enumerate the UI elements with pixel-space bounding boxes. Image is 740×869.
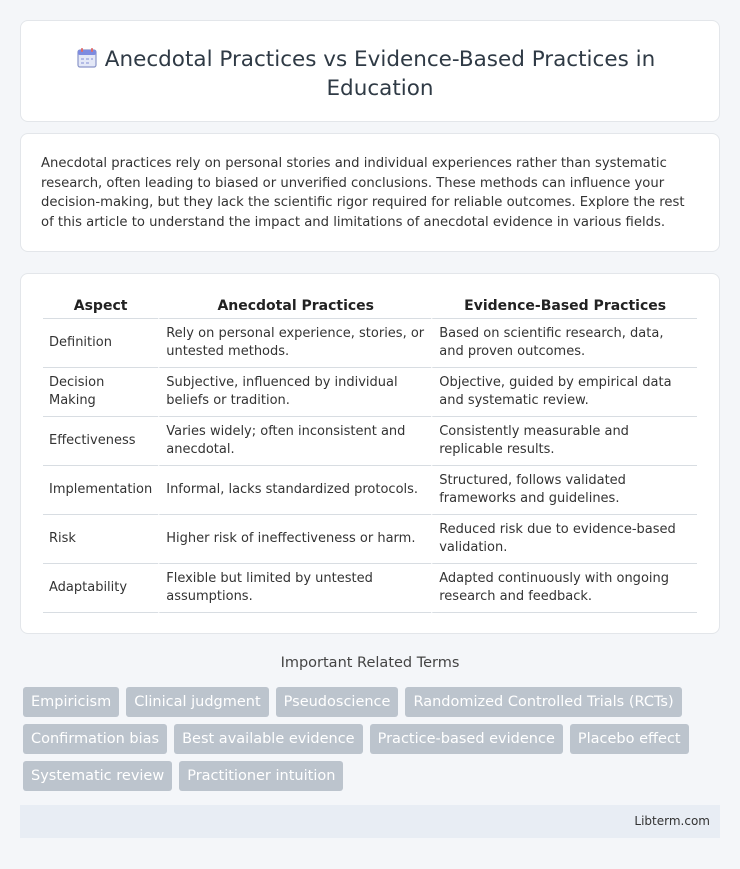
related-term-tag[interactable]: Practice-based evidence bbox=[370, 724, 563, 754]
cell-anecdotal: Varies widely; often inconsistent and anecdotal. bbox=[158, 417, 431, 466]
intro-paragraph: Anecdotal practices rely on personal stories and individual experiences rather than systematic research, often leading to biased or unverified conclusions. These methods can influence your decision-making, but they lack the scientific rigor required for reliable outcomes. Explore the rest of this article to understand the impact and limitations of anecdotal evidence in various fields. bbox=[41, 156, 685, 230]
table-row bbox=[43, 368, 697, 417]
related-term-tag[interactable]: Clinical judgment bbox=[126, 687, 268, 717]
calendar-icon bbox=[76, 47, 98, 69]
related-term-tag[interactable]: Confirmation bias bbox=[23, 724, 167, 754]
related-term-tag[interactable]: Practitioner intuition bbox=[179, 761, 343, 791]
footer bbox=[20, 805, 720, 838]
column-header-aspect: Aspect bbox=[43, 294, 158, 319]
page-title: Anecdotal Practices vs Evidence-Based Practices in Education bbox=[104, 47, 656, 101]
cell-evidence-based: Structured, follows validated frameworks and guidelines. bbox=[431, 466, 697, 515]
cell-evidence-based: Consistently measurable and replicable results. bbox=[431, 417, 697, 466]
related-terms-heading: Important Related Terms bbox=[280, 655, 460, 671]
comparison-table bbox=[43, 294, 697, 613]
cell-aspect: Adaptability bbox=[43, 564, 158, 613]
cell-aspect: Effectiveness bbox=[43, 417, 158, 466]
related-term-tag[interactable]: Pseudoscience bbox=[276, 687, 399, 717]
cell-anecdotal: Subjective, influenced by individual beliefs or tradition. bbox=[158, 368, 431, 417]
cell-evidence-based: Based on scientific research, data, and proven outcomes. bbox=[431, 319, 697, 368]
cell-aspect: Risk bbox=[43, 515, 158, 564]
column-header-anecdotal: Anecdotal Practices bbox=[158, 294, 431, 319]
related-term-tag[interactable]: Placebo effect bbox=[570, 724, 689, 754]
column-header-evidence-based: Evidence-Based Practices bbox=[431, 294, 697, 319]
table-row bbox=[43, 515, 697, 564]
table-header-row bbox=[43, 294, 697, 319]
cell-aspect: Definition bbox=[43, 319, 158, 368]
cell-anecdotal: Higher risk of ineffectiveness or harm. bbox=[158, 515, 431, 564]
related-term-tag[interactable]: Best available evidence bbox=[174, 724, 363, 754]
cell-evidence-based: Objective, guided by empirical data and systematic review. bbox=[431, 368, 697, 417]
cell-evidence-based: Adapted continuously with ongoing research and feedback. bbox=[431, 564, 697, 613]
footer-site-link[interactable]: Libterm.com bbox=[634, 814, 710, 828]
table-row bbox=[43, 417, 697, 466]
cell-aspect: Implementation bbox=[43, 466, 158, 515]
table-row bbox=[43, 564, 697, 613]
cell-anecdotal: Flexible but limited by untested assumptions. bbox=[158, 564, 431, 613]
related-term-tag[interactable]: Randomized Controlled Trials (RCTs) bbox=[405, 687, 681, 717]
cell-anecdotal: Rely on personal experience, stories, or untested methods. bbox=[158, 319, 431, 368]
cell-aspect: Decision Making bbox=[43, 368, 158, 417]
cell-anecdotal: Informal, lacks standardized protocols. bbox=[158, 466, 431, 515]
header-card bbox=[20, 20, 720, 122]
related-term-tag[interactable]: Systematic review bbox=[23, 761, 172, 791]
table-row bbox=[43, 319, 697, 368]
related-term-tag[interactable]: Empiricism bbox=[23, 687, 119, 717]
related-terms-list bbox=[23, 687, 723, 791]
intro-card bbox=[20, 133, 720, 252]
table-row bbox=[43, 466, 697, 515]
cell-evidence-based: Reduced risk due to evidence-based validation. bbox=[431, 515, 697, 564]
comparison-table-card bbox=[20, 273, 720, 634]
